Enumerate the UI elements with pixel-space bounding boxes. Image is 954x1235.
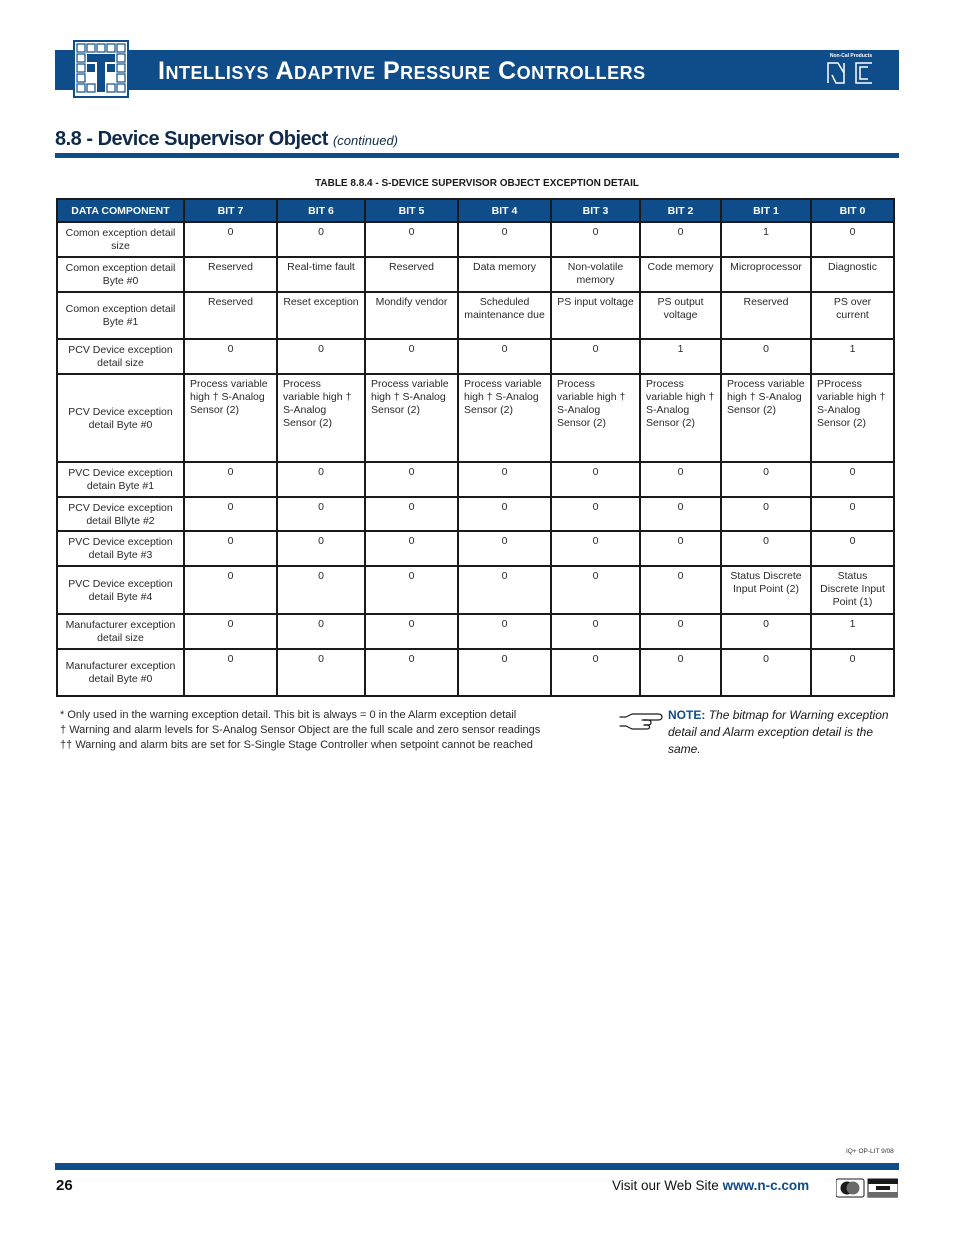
table-cell: PS output voltage	[640, 292, 721, 339]
table-cell: Reserved	[184, 257, 277, 292]
table-cell: Reserved	[721, 292, 811, 339]
website-link[interactable]: www.n-c.com	[722, 1178, 810, 1193]
table-row	[57, 566, 894, 614]
table-cell: 0	[811, 462, 894, 497]
table-cell: 0	[277, 497, 365, 531]
row-label: PVC Device exception detail Byte #3	[57, 531, 184, 566]
table-cell: Microprocessor	[721, 257, 811, 292]
footnote	[60, 708, 580, 723]
footnote-mark: †	[60, 724, 67, 736]
table-cell: 0	[640, 462, 721, 497]
page-header-title: Intellisys Adaptive Pressure Controllers	[158, 57, 646, 85]
row-label: Comon exception detail Byte #1	[57, 292, 184, 339]
row-label: PVC Device exception detail Byte #4	[57, 566, 184, 614]
header-bit-0: BIT 0	[811, 199, 894, 222]
header-bit-5: BIT 5	[365, 199, 458, 222]
footnote-text: Warning and alarm bits are set for S-Single Stage Controller when setpoint cannot be reached	[75, 739, 533, 751]
table-row	[57, 649, 894, 696]
row-label: Comon exception detail size	[57, 222, 184, 257]
footer-divider	[55, 1163, 899, 1170]
table-cell: 0	[277, 566, 365, 614]
table-cell: Process variable high † S-Analog Sensor (2)	[277, 374, 365, 462]
row-label: PCV Device exception detail Byte #0	[57, 374, 184, 462]
note-body: The bitmap for Warning exception detail and Alarm exception detail is the same.	[668, 708, 889, 756]
table-row	[57, 257, 894, 292]
table-cell: 0	[365, 339, 458, 374]
table-cell: 0	[640, 497, 721, 531]
table-cell: Process variable high † S-Analog Sensor (2)	[458, 374, 551, 462]
table-cell: PS input voltage	[551, 292, 640, 339]
table-cell: Process variable high † S-Analog Sensor (2)	[184, 374, 277, 462]
table-cell: 0	[458, 531, 551, 566]
table-cell: Scheduled maintenance due	[458, 292, 551, 339]
table-cell: 0	[811, 497, 894, 531]
intellisys-logo-icon	[73, 40, 129, 98]
row-label: PCV Device exception detail Bllyte #2	[57, 497, 184, 531]
table-cell: 0	[551, 649, 640, 696]
pointing-hand-icon	[618, 709, 664, 731]
table-cell: 0	[277, 222, 365, 257]
table-cell: 0	[277, 614, 365, 649]
table-cell: 0	[365, 222, 458, 257]
table-cell: 0	[721, 462, 811, 497]
header-bit-2: BIT 2	[640, 199, 721, 222]
footnote	[60, 723, 580, 738]
table-cell: 0	[184, 566, 277, 614]
section-continued-label: (continued)	[332, 133, 399, 148]
header-bit-3: BIT 3	[551, 199, 640, 222]
table-cell: 1	[811, 339, 894, 374]
footnotes	[60, 708, 580, 753]
table-cell: 1	[811, 614, 894, 649]
table-cell: Data memory	[458, 257, 551, 292]
table-cell: Process variable high † S-Analog Sensor (2)	[551, 374, 640, 462]
table-cell: Non-volatile memory	[551, 257, 640, 292]
row-label: Manufacturer exception detail size	[57, 614, 184, 649]
table-cell: 0	[551, 614, 640, 649]
table-cell: 0	[640, 566, 721, 614]
exception-detail-table	[56, 198, 895, 697]
table-cell: 0	[184, 531, 277, 566]
row-label: PCV Device exception detail size	[57, 339, 184, 374]
table-cell: 0	[458, 649, 551, 696]
table-cell: 1	[640, 339, 721, 374]
table-cell: 0	[184, 339, 277, 374]
table-cell: 0	[811, 222, 894, 257]
header-bit-4: BIT 4	[458, 199, 551, 222]
table-cell: Reserved	[365, 257, 458, 292]
table-cell: 0	[184, 649, 277, 696]
table-cell: 0	[551, 497, 640, 531]
table-cell: 0	[640, 649, 721, 696]
table-cell: 0	[458, 339, 551, 374]
table-cell: Reset exception	[277, 292, 365, 339]
footnote-text: Warning and alarm levels for S-Analog Sensor Object are the full scale and zero sensor readings	[69, 724, 541, 736]
table-row	[57, 222, 894, 257]
table-cell: 0	[551, 531, 640, 566]
table-row	[57, 339, 894, 374]
table-cell: 0	[640, 614, 721, 649]
table-cell: Mondify vendor	[365, 292, 458, 339]
footnote	[60, 738, 580, 753]
table-row	[57, 462, 894, 497]
table-cell: 0	[458, 566, 551, 614]
table-cell: 0	[365, 566, 458, 614]
table-cell: 0	[640, 222, 721, 257]
table-cell: 0	[551, 462, 640, 497]
table-cell: Real-time fault	[277, 257, 365, 292]
table-cell: 0	[458, 222, 551, 257]
table-cell: PProcess variable high † S-Analog Sensor (2)	[811, 374, 894, 462]
nc-brand-logo	[824, 53, 878, 87]
header-bit-6: BIT 6	[277, 199, 365, 222]
table-cell: 0	[721, 649, 811, 696]
section-divider	[55, 153, 899, 158]
table-cell: 1	[721, 222, 811, 257]
footnote-text: Only used in the warning exception detail. This bit is always = 0 in the Alarm exception detail	[67, 709, 517, 721]
table-row	[57, 292, 894, 339]
header-bit-7: BIT 7	[184, 199, 277, 222]
table-cell: 0	[184, 222, 277, 257]
footnote-mark: ††	[60, 739, 73, 751]
table-cell: 0	[365, 462, 458, 497]
table-cell: 0	[277, 531, 365, 566]
table-cell: 0	[811, 531, 894, 566]
table-cell: 0	[811, 649, 894, 696]
table-row	[57, 374, 894, 462]
table-cell: 0	[365, 497, 458, 531]
payment-logos-icon	[836, 1178, 898, 1198]
footnote-mark: *	[60, 709, 65, 721]
table-cell: 0	[721, 339, 811, 374]
table-cell: Code memory	[640, 257, 721, 292]
row-label: Comon exception detail Byte #0	[57, 257, 184, 292]
table-cell: 0	[277, 649, 365, 696]
table-cell: 0	[551, 339, 640, 374]
table-cell: 0	[721, 497, 811, 531]
note-box	[618, 707, 903, 758]
nc-logo-text: Non-Cal Products	[829, 53, 873, 59]
table-cell: 0	[365, 614, 458, 649]
table-cell: Process variable high † S-Analog Sensor (2)	[640, 374, 721, 462]
table-cell: Status Discrete Input Point (2)	[721, 566, 811, 614]
table-cell: 0	[277, 462, 365, 497]
header-data-component: DATA COMPONENT	[57, 199, 184, 222]
document-code: IQ+ OP-LIT 9/08	[846, 1148, 894, 1155]
table-row	[57, 614, 894, 649]
table-caption: TABLE 8.8.4 - S-DEVICE SUPERVISOR OBJECT EXCEPTION DETAIL	[315, 178, 639, 189]
table-header-row	[57, 199, 894, 222]
table-cell: Process variable high † S-Analog Sensor (2)	[721, 374, 811, 462]
page-number: 26	[56, 1177, 73, 1194]
table-cell: 0	[721, 614, 811, 649]
table-cell: Reserved	[184, 292, 277, 339]
footer-website	[612, 1178, 809, 1193]
visit-label: Visit our Web Site	[612, 1178, 719, 1193]
table-cell: Status Discrete Input Point (1)	[811, 566, 894, 614]
table-cell: 0	[640, 531, 721, 566]
row-label: PVC Device exception detain Byte #1	[57, 462, 184, 497]
table-cell: 0	[277, 339, 365, 374]
table-cell: 0	[551, 566, 640, 614]
table-cell: 0	[184, 462, 277, 497]
note-label: NOTE:	[668, 708, 706, 722]
table-cell: 0	[365, 649, 458, 696]
table-cell: 0	[458, 497, 551, 531]
table-cell: 0	[458, 614, 551, 649]
table-row	[57, 531, 894, 566]
row-label: Manufacturer exception detail Byte #0	[57, 649, 184, 696]
table-cell: 0	[365, 531, 458, 566]
table-cell: Diagnostic	[811, 257, 894, 292]
table-row	[57, 497, 894, 531]
table-cell: Process variable high † S-Analog Sensor (2)	[365, 374, 458, 462]
section-title-text: 8.8 - Device Supervisor Object	[55, 128, 328, 150]
section-title	[55, 128, 398, 151]
table-cell: 0	[184, 614, 277, 649]
table-cell: 0	[551, 222, 640, 257]
table-cell: PS over current	[811, 292, 894, 339]
table-cell: 0	[721, 531, 811, 566]
table-cell: 0	[458, 462, 551, 497]
table-cell: 0	[184, 497, 277, 531]
header-bit-1: BIT 1	[721, 199, 811, 222]
